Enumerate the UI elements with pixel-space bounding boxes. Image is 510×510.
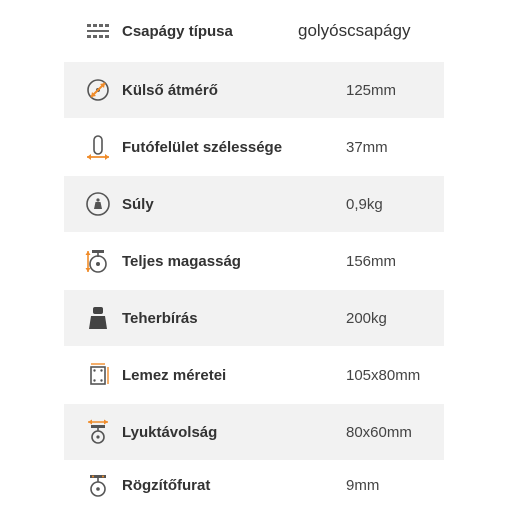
spec-label: Futófelület szélessége	[122, 138, 283, 156]
spec-row-hole-spacing	[64, 404, 444, 460]
spec-row-bearing-type	[64, 0, 444, 62]
spec-row-load-capacity	[64, 290, 444, 346]
spec-value: 9mm	[346, 476, 380, 494]
spec-label: Teljes magasság	[122, 252, 241, 270]
spec-value: 156mm	[346, 252, 397, 270]
spec-label: Rögzítőfurat	[122, 476, 211, 494]
spec-row-outer-diameter	[64, 62, 444, 118]
weight-icon	[84, 190, 112, 218]
outer-diameter-icon	[84, 76, 112, 104]
load-capacity-icon	[84, 304, 112, 332]
spec-label: Lyuktávolság	[122, 423, 218, 441]
spec-label: Lemez méretei	[122, 366, 227, 384]
spec-value: 200kg	[346, 309, 387, 327]
plate-dimensions-icon	[84, 361, 112, 389]
spec-row-plate-dimensions	[64, 346, 444, 404]
spec-label: Teherbírás	[122, 309, 198, 327]
spec-row-total-height	[64, 232, 444, 290]
spec-value: 125mm	[346, 81, 397, 99]
total-height-icon	[84, 247, 112, 275]
spec-label: Súly	[122, 195, 154, 213]
mounting-hole-icon	[84, 471, 112, 499]
spec-value: 0,9kg	[346, 195, 383, 213]
spec-row-tread-width	[64, 118, 444, 176]
spec-value: 37mm	[346, 138, 388, 156]
hole-spacing-icon	[84, 418, 112, 446]
spec-label: Csapágy típusa	[122, 22, 233, 40]
spec-label: Külső átmérő	[122, 81, 218, 99]
spec-table	[64, 0, 444, 510]
spec-value: 80x60mm	[346, 423, 412, 441]
spec-row-weight	[64, 176, 444, 232]
spec-value: golyóscsapágy	[298, 21, 411, 40]
bearing-type-icon	[84, 17, 112, 45]
spec-value: 105x80mm	[346, 366, 421, 384]
spec-row-mounting-hole	[64, 460, 444, 510]
tread-width-icon	[84, 133, 112, 161]
